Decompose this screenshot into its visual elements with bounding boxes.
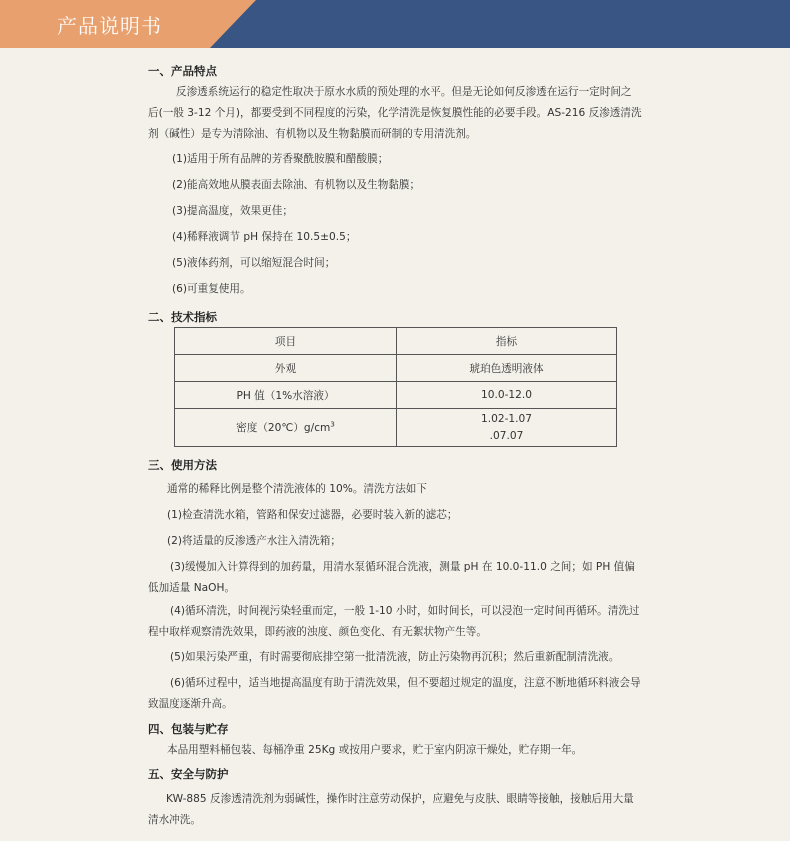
features-paragraph: 反渗透系统运行的稳定性取决于原水水质的预处理的水平。但是无论如何反渗透在运行一定时间之后(一般 3-12 个月)，都要受到不同程度的污染，化学清洗是恢复膜性能的必要手段。AS-216 反渗透清洗剂（碱性）是专为清除油、有机物以及生物黏膜而研制的专用清洗剂。 bbox=[148, 86, 642, 140]
feature-item: (1)适用于所有品牌的芳香聚酰胺膜和醋酸膜； bbox=[172, 153, 389, 165]
section-heading-safety: 五、安全与防护 bbox=[148, 767, 229, 781]
density-value: 1.02-1.07 bbox=[481, 412, 532, 425]
banner-title: 产品说明书 bbox=[57, 14, 162, 38]
density-value-extra: .07.07 bbox=[489, 429, 524, 442]
usage-step: (5)如果污染严重，有时需要彻底排空第一批清洗液，防止污染物再沉积；然后重新配制清洗液。 bbox=[170, 651, 620, 663]
density-label: 密度（20℃）g/cm bbox=[236, 422, 331, 434]
table-cell: PH 值（1%水溶液） bbox=[175, 382, 397, 409]
density-unit-superscript: 3 bbox=[330, 420, 335, 429]
feature-item: (6)可重复使用。 bbox=[172, 283, 251, 295]
feature-item: (3)提高温度，效果更佳； bbox=[172, 205, 293, 217]
spec-table bbox=[174, 327, 617, 447]
table-header-row bbox=[175, 328, 617, 355]
table-row bbox=[175, 409, 617, 447]
usage-step: (2)将适量的反渗透产水注入清洗箱； bbox=[167, 535, 341, 547]
packaging-text: 本品用塑料桶包装、每桶净重 25Kg 或按用户要求，贮于室内阴凉干燥处，贮存期一年。 bbox=[167, 744, 583, 756]
table-row bbox=[175, 382, 617, 409]
section-heading-usage: 三、使用方法 bbox=[148, 458, 217, 472]
header-banner bbox=[0, 0, 790, 48]
table-cell: 10.0-12.0 bbox=[397, 382, 617, 409]
table-header-cell: 指标 bbox=[397, 328, 617, 355]
section-heading-packaging: 四、包装与贮存 bbox=[148, 722, 229, 736]
usage-step: (3)缓慢加入计算得到的加药量，用清水泵循环混合洗液，测量 pH 在 10.0-11.0 之间；如 PH 值偏低加适量 NaOH。 bbox=[148, 561, 635, 594]
table-cell: 琥珀色透明液体 bbox=[397, 355, 617, 382]
table-cell: 外观 bbox=[175, 355, 397, 382]
table-cell bbox=[397, 409, 617, 447]
feature-item: (4)稀释液调节 pH 保持在 10.5±0.5； bbox=[172, 231, 357, 243]
usage-step: (4)循环清洗，时间视污染轻重而定，一般 1-10 小时，如时间长，可以浸泡一定时间再循环。清洗过程中取样观察清洗效果，即药液的浊度、颜色变化、有无絮状物产生等。 bbox=[148, 605, 640, 638]
table-cell bbox=[175, 409, 397, 447]
safety-text: KW-885 反渗透清洗剂为弱碱性，操作时注意劳动保护，应避免与皮肤、眼睛等接触，接触后用大量清水冲洗。 bbox=[148, 793, 634, 826]
usage-step: (1)检查清洗水箱，管路和保安过滤器，必要时装入新的滤芯； bbox=[167, 509, 458, 521]
usage-step: (6)循环过程中，适当地提高温度有助于清洗效果，但不要超过规定的温度，注意不断地循环料液会导致温度逐渐升高。 bbox=[148, 677, 641, 710]
table-row bbox=[175, 355, 617, 382]
section-heading-features: 一、产品特点 bbox=[148, 64, 217, 78]
feature-item: (5)液体药剂，可以缩短混合时间； bbox=[172, 257, 336, 269]
table-header-cell: 项目 bbox=[175, 328, 397, 355]
usage-intro: 通常的稀释比例是整个清洗液体的 10%。清洗方法如下 bbox=[167, 483, 427, 495]
section-heading-specs: 二、技术指标 bbox=[148, 310, 217, 324]
feature-item: (2)能高效地从膜表面去除油、有机物以及生物黏膜； bbox=[172, 179, 421, 191]
